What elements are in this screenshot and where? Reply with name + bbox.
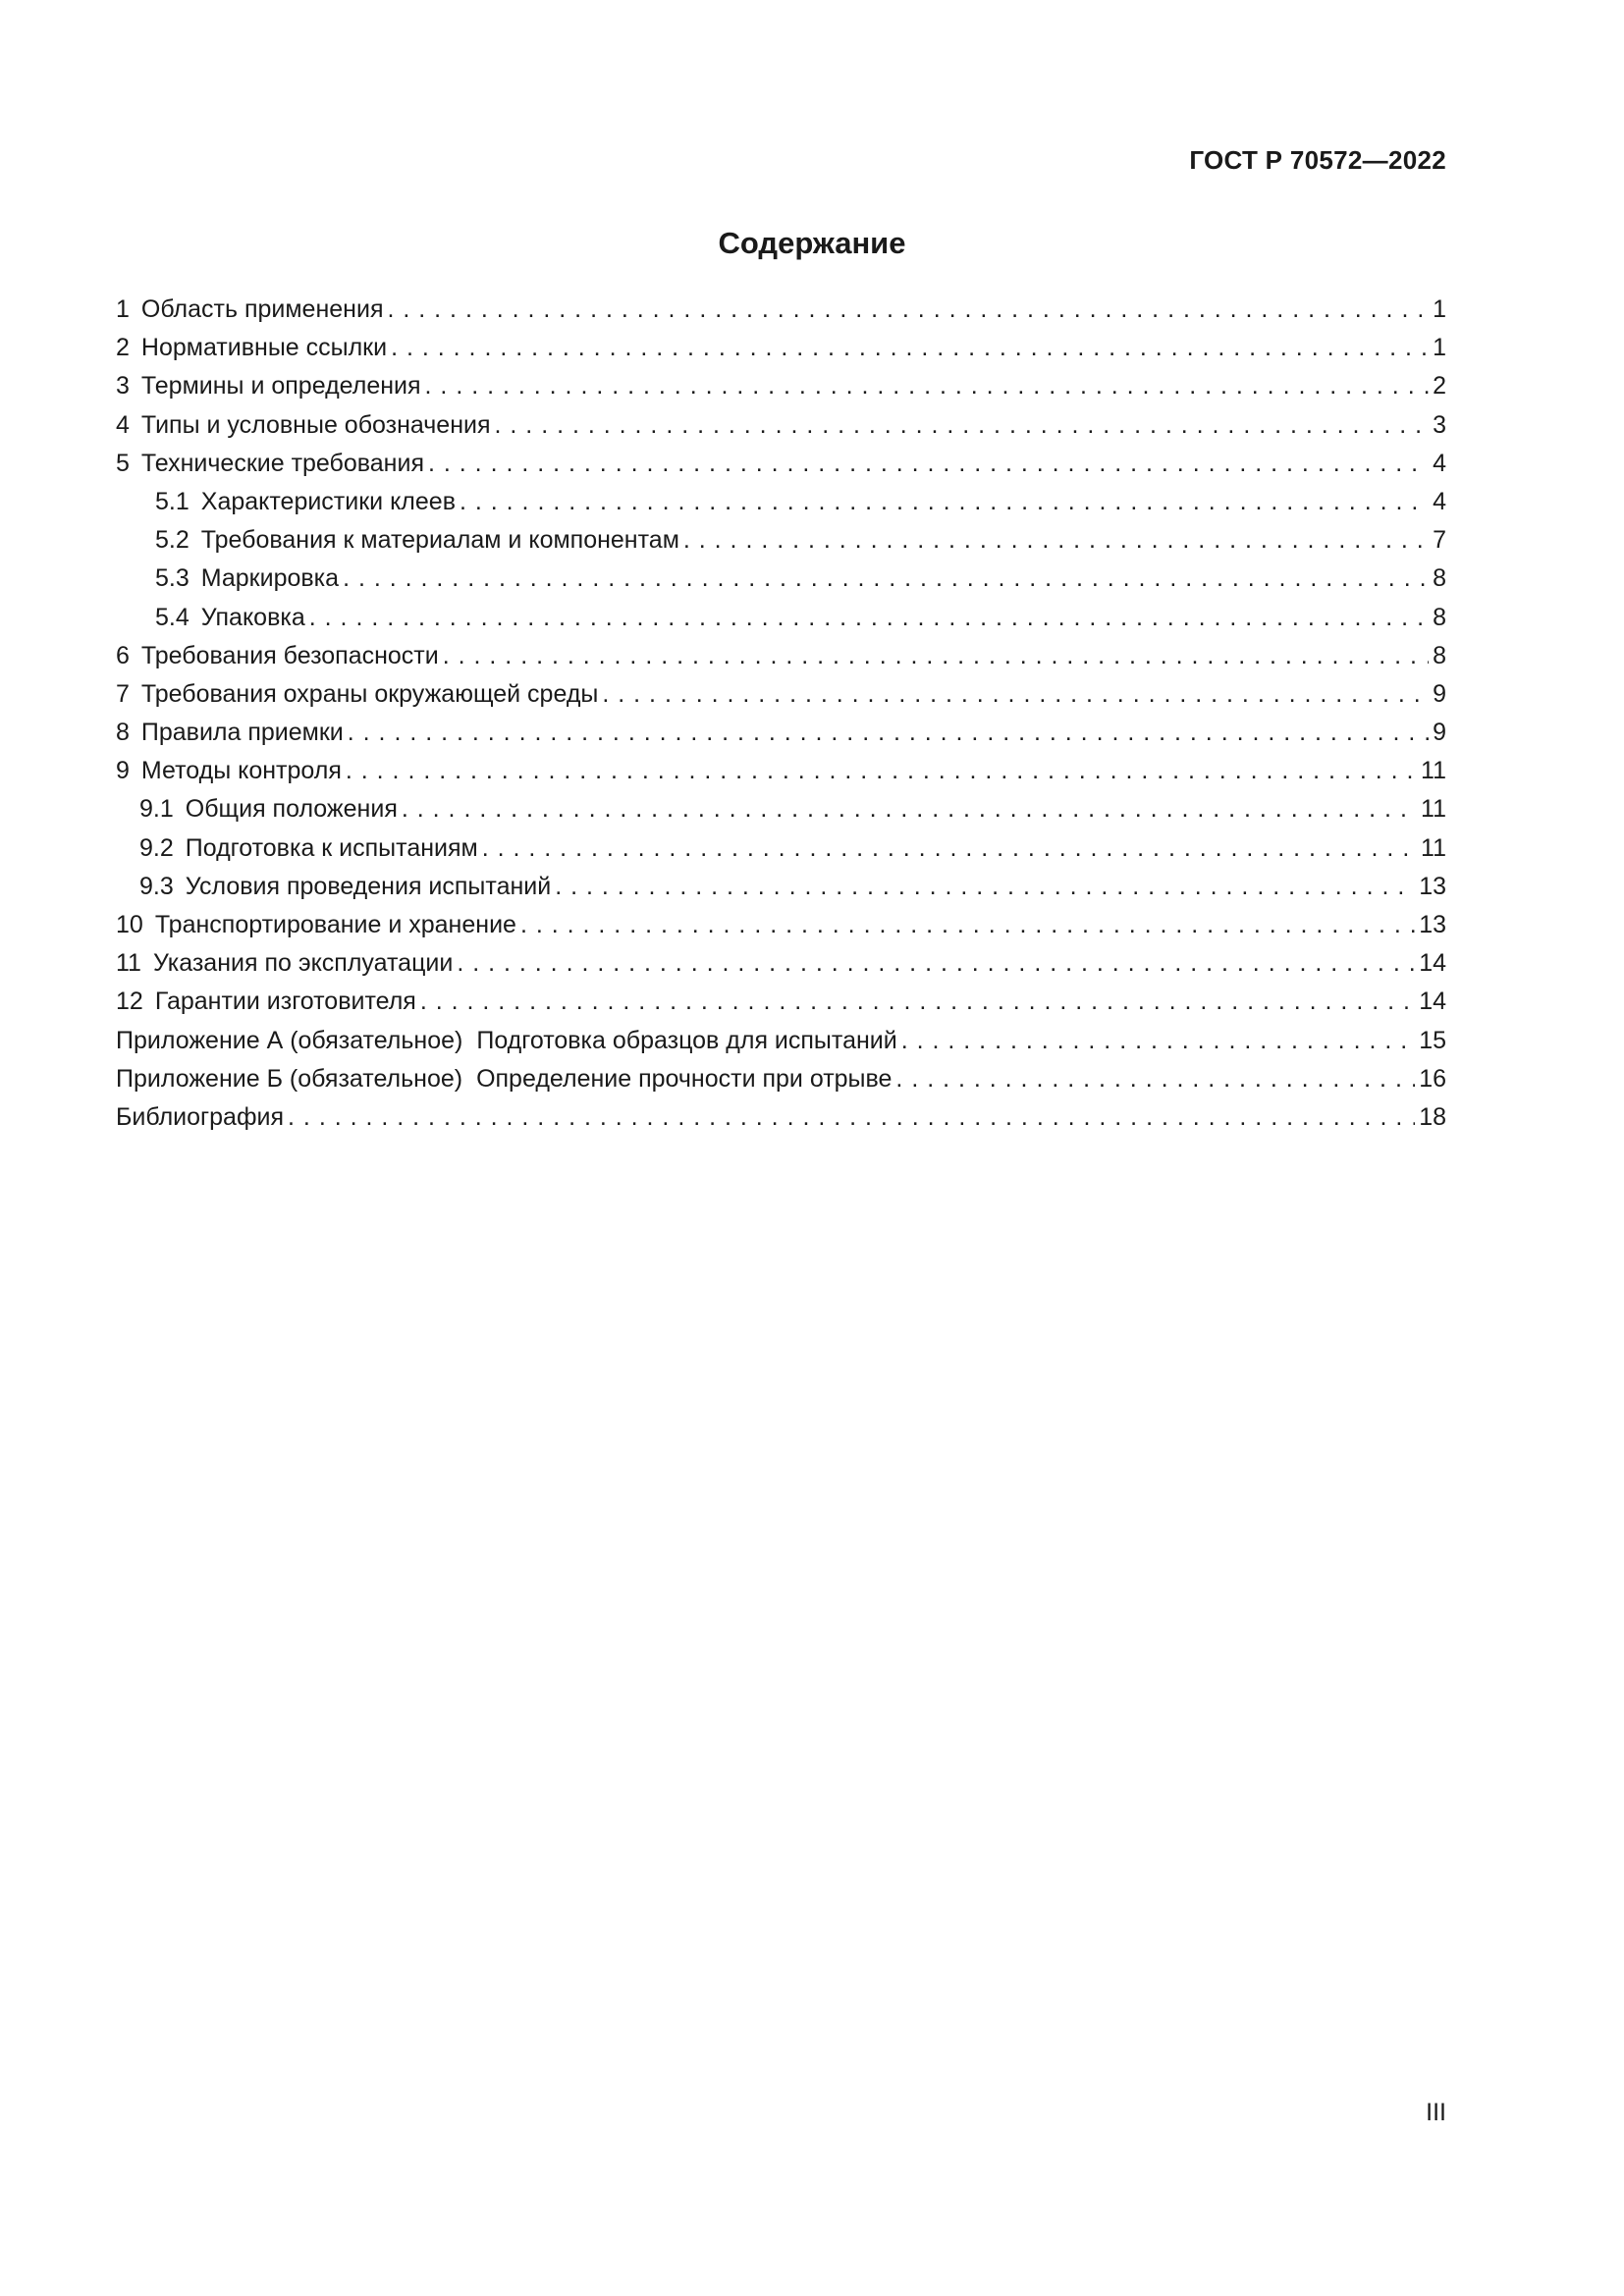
toc-dot-leader bbox=[343, 560, 1429, 598]
toc-title: Содержание bbox=[718, 226, 906, 260]
toc-entry-page: 3 bbox=[1433, 410, 1446, 439]
toc-entry-title: Область применения bbox=[140, 295, 384, 323]
toc-entry-page: 8 bbox=[1433, 564, 1446, 593]
toc-entry-page: 13 bbox=[1419, 872, 1446, 900]
toc-entry[interactable] bbox=[116, 675, 1446, 714]
toc-entry-page: 16 bbox=[1419, 1064, 1446, 1093]
toc-dot-leader bbox=[555, 868, 1415, 906]
toc-entry-title: Транспортирование и хранение bbox=[154, 911, 516, 938]
toc-entry-page: 14 bbox=[1419, 988, 1446, 1016]
toc-entry-page: 11 bbox=[1421, 795, 1446, 824]
toc-appendix-label: Приложение Б (обязательное) bbox=[116, 1064, 463, 1093]
toc-dot-leader bbox=[309, 599, 1429, 637]
toc-entry-number: 9.2 bbox=[139, 833, 174, 862]
toc-subentry[interactable] bbox=[116, 521, 1446, 560]
toc-dot-leader bbox=[428, 445, 1429, 483]
toc-entry-number: 4 bbox=[116, 410, 130, 439]
toc-entry[interactable] bbox=[116, 983, 1446, 1021]
toc-entry-number: 10 bbox=[116, 911, 143, 938]
toc-entry-page: 18 bbox=[1419, 1102, 1446, 1131]
toc-entry-page: 15 bbox=[1419, 1026, 1446, 1054]
toc-entry-title: Методы контроля bbox=[140, 757, 342, 785]
toc-dot-leader bbox=[901, 1022, 1415, 1060]
toc-entry-title: Определение прочности при отрыве bbox=[476, 1064, 893, 1093]
toc-entry-title: Библиография bbox=[116, 1102, 285, 1131]
table-of-contents bbox=[116, 291, 1446, 1137]
toc-entry-page: 2 bbox=[1433, 372, 1446, 400]
toc-entry-title: Технические требования bbox=[140, 449, 424, 477]
toc-dot-leader bbox=[495, 406, 1430, 445]
toc-subentry[interactable] bbox=[116, 790, 1446, 828]
toc-entry[interactable] bbox=[116, 367, 1446, 405]
toc-entry[interactable] bbox=[116, 291, 1446, 329]
toc-subentry[interactable] bbox=[116, 829, 1446, 868]
toc-entry-title: Условия проведения испытаний bbox=[185, 872, 552, 900]
toc-entry-page: 9 bbox=[1433, 679, 1446, 708]
toc-entry-page: 11 bbox=[1421, 833, 1446, 862]
toc-entry-title: Требования безопасности bbox=[140, 641, 439, 669]
toc-entry[interactable] bbox=[116, 944, 1446, 983]
toc-dot-leader bbox=[602, 675, 1429, 714]
toc-entry-page: 4 bbox=[1433, 449, 1446, 477]
toc-dot-leader bbox=[346, 752, 1417, 790]
toc-entry-title: Правила приемки bbox=[140, 719, 344, 747]
toc-entry-number: 1 bbox=[116, 295, 130, 323]
toc-dot-leader bbox=[683, 521, 1429, 560]
toc-appendix-entry[interactable] bbox=[116, 1022, 1446, 1060]
toc-entry-title: Требования охраны окружающей среды bbox=[140, 679, 599, 708]
toc-entry-number: 5.1 bbox=[155, 487, 189, 515]
toc-entry-page: 13 bbox=[1419, 911, 1446, 938]
toc-entry-title: Требования к материалам и компонентам bbox=[200, 526, 679, 555]
toc-entry-number: 9.1 bbox=[139, 795, 174, 824]
toc-entry-number: 5 bbox=[116, 449, 130, 477]
toc-entry-title: Термины и определения bbox=[140, 372, 421, 400]
toc-appendix-label: Приложение А (обязательное) bbox=[116, 1026, 463, 1054]
toc-dot-leader bbox=[402, 790, 1417, 828]
toc-dot-leader bbox=[425, 367, 1430, 405]
toc-entry-number: 7 bbox=[116, 679, 130, 708]
toc-entry[interactable] bbox=[116, 637, 1446, 675]
toc-dot-leader bbox=[460, 483, 1429, 521]
toc-subentry[interactable] bbox=[116, 868, 1446, 906]
toc-entry-number: 9 bbox=[116, 757, 130, 785]
toc-entry-number: 8 bbox=[116, 719, 130, 747]
toc-entry-number: 2 bbox=[116, 334, 130, 362]
toc-dot-leader bbox=[288, 1098, 1415, 1137]
toc-entry[interactable] bbox=[116, 906, 1446, 944]
toc-entry[interactable] bbox=[116, 329, 1446, 367]
toc-entry-number: 12 bbox=[116, 988, 143, 1016]
toc-entry-page: 7 bbox=[1433, 526, 1446, 555]
toc-entry-page: 1 bbox=[1433, 295, 1446, 323]
toc-dot-leader bbox=[482, 829, 1417, 868]
document-code: ГОСТ Р 70572—2022 bbox=[1189, 145, 1446, 175]
toc-dot-leader bbox=[387, 291, 1429, 329]
toc-subentry[interactable] bbox=[116, 483, 1446, 521]
toc-entry-number: 5.2 bbox=[155, 526, 189, 555]
toc-entry-title: Общия положения bbox=[185, 795, 398, 824]
toc-entry-number: 9.3 bbox=[139, 872, 174, 900]
toc-entry-title: Типы и условные обозначения bbox=[140, 410, 491, 439]
toc-entry-number: 5.3 bbox=[155, 564, 189, 593]
toc-dot-leader bbox=[348, 714, 1429, 752]
toc-entry-number: 3 bbox=[116, 372, 130, 400]
page-number: III bbox=[1426, 2099, 1446, 2126]
toc-entry-title: Упаковка bbox=[200, 603, 305, 631]
toc-entry-number: 11 bbox=[116, 949, 141, 978]
toc-entry-title: Характеристики клеев bbox=[200, 487, 456, 515]
toc-subentry[interactable] bbox=[116, 560, 1446, 598]
toc-entry-page: 14 bbox=[1419, 949, 1446, 978]
toc-dot-leader bbox=[520, 906, 1415, 944]
toc-entry-page: 9 bbox=[1433, 719, 1446, 747]
toc-entry[interactable] bbox=[116, 752, 1446, 790]
toc-entry-title: Подготовка к испытаниям bbox=[185, 833, 478, 862]
toc-entry-page: 8 bbox=[1433, 641, 1446, 669]
toc-dot-leader bbox=[457, 944, 1415, 983]
toc-entry-page: 11 bbox=[1421, 757, 1446, 785]
toc-entry[interactable] bbox=[116, 714, 1446, 752]
toc-entry-title: Нормативные ссылки bbox=[140, 334, 388, 362]
toc-dot-leader bbox=[895, 1060, 1415, 1098]
toc-subentry[interactable] bbox=[116, 599, 1446, 637]
toc-entry-title: Гарантии изготовителя bbox=[154, 988, 416, 1016]
toc-entry-title: Подготовка образцов для испытаний bbox=[476, 1026, 897, 1054]
toc-entry[interactable] bbox=[116, 445, 1446, 483]
toc-appendix-entry[interactable] bbox=[116, 1060, 1446, 1098]
toc-entry-page: 1 bbox=[1433, 334, 1446, 362]
toc-entry[interactable] bbox=[116, 1098, 1446, 1137]
toc-dot-leader bbox=[391, 329, 1429, 367]
toc-dot-leader bbox=[420, 983, 1415, 1021]
toc-entry-page: 8 bbox=[1433, 603, 1446, 631]
toc-entry-number: 5.4 bbox=[155, 603, 189, 631]
toc-entry-number: 6 bbox=[116, 641, 130, 669]
toc-entry[interactable] bbox=[116, 406, 1446, 445]
toc-entry-title: Указания по эксплуатации bbox=[152, 949, 454, 978]
toc-entry-title: Маркировка bbox=[200, 564, 340, 593]
toc-dot-leader bbox=[443, 637, 1429, 675]
toc-entry-page: 4 bbox=[1433, 487, 1446, 515]
